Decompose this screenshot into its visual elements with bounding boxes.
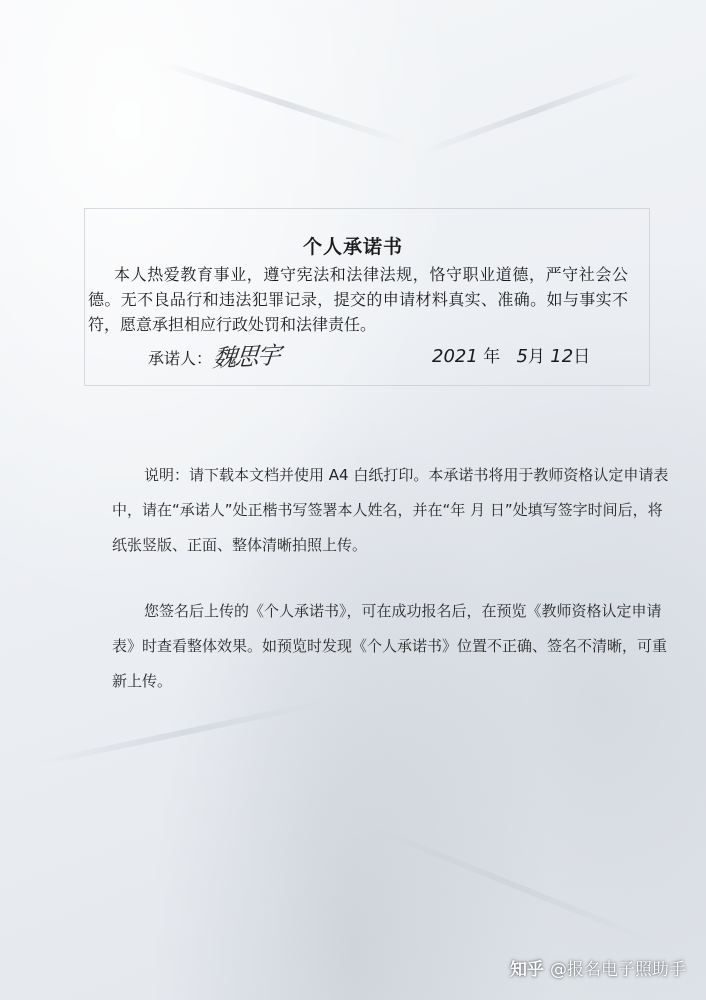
pledge-paragraph: 本人热爱教育事业，遵守宪法和法律法规，恪守职业道德，严守社会公德。无不良品行和违法犯罪记录，提交的申请材料真实、准确。如与事实不符，愿意承担相应行政处罚和法律责任。 bbox=[88, 265, 628, 334]
handwritten-signature: 魏思宇 bbox=[211, 341, 281, 373]
paper-crease bbox=[359, 820, 658, 945]
signature-date bbox=[432, 342, 590, 367]
watermark bbox=[510, 955, 686, 980]
paper-crease bbox=[419, 68, 647, 156]
signer-label: 承诺人： bbox=[148, 349, 213, 368]
paper-crease bbox=[39, 698, 334, 766]
instructions-paragraph: 您签名后上传的《个人承诺书》，可在成功报名后，在预览《教师资格认定申请表》时查看整体效果。如预览时发现《个人承诺书》位置不正确、签名不清晰，可重新上传。 bbox=[112, 602, 668, 690]
date-day-unit: 日 bbox=[573, 347, 591, 367]
date-year-unit: 年 bbox=[483, 347, 501, 367]
watermark-text: @报名电子照助手 bbox=[550, 960, 686, 980]
date-year: 2021 bbox=[432, 346, 478, 367]
document-title: 个人承诺书 bbox=[302, 236, 403, 258]
date-month: 5 bbox=[516, 346, 528, 367]
date-day: 12 bbox=[550, 346, 574, 367]
date-month-unit: 月 bbox=[527, 347, 545, 367]
zhihu-logo: 知乎 bbox=[510, 960, 544, 980]
paper-crease bbox=[159, 60, 408, 146]
instructions-paragraph: 说明：请下载本文档并使用 A4 白纸打印。本承诺书将用于教师资格认定申请表中，请在“承诺人”处正楷书写签署本人姓名，并在“年 月 日”处填写签字时间后，将纸张竖版、正面、整体清晰拍照上传。 bbox=[112, 466, 669, 554]
